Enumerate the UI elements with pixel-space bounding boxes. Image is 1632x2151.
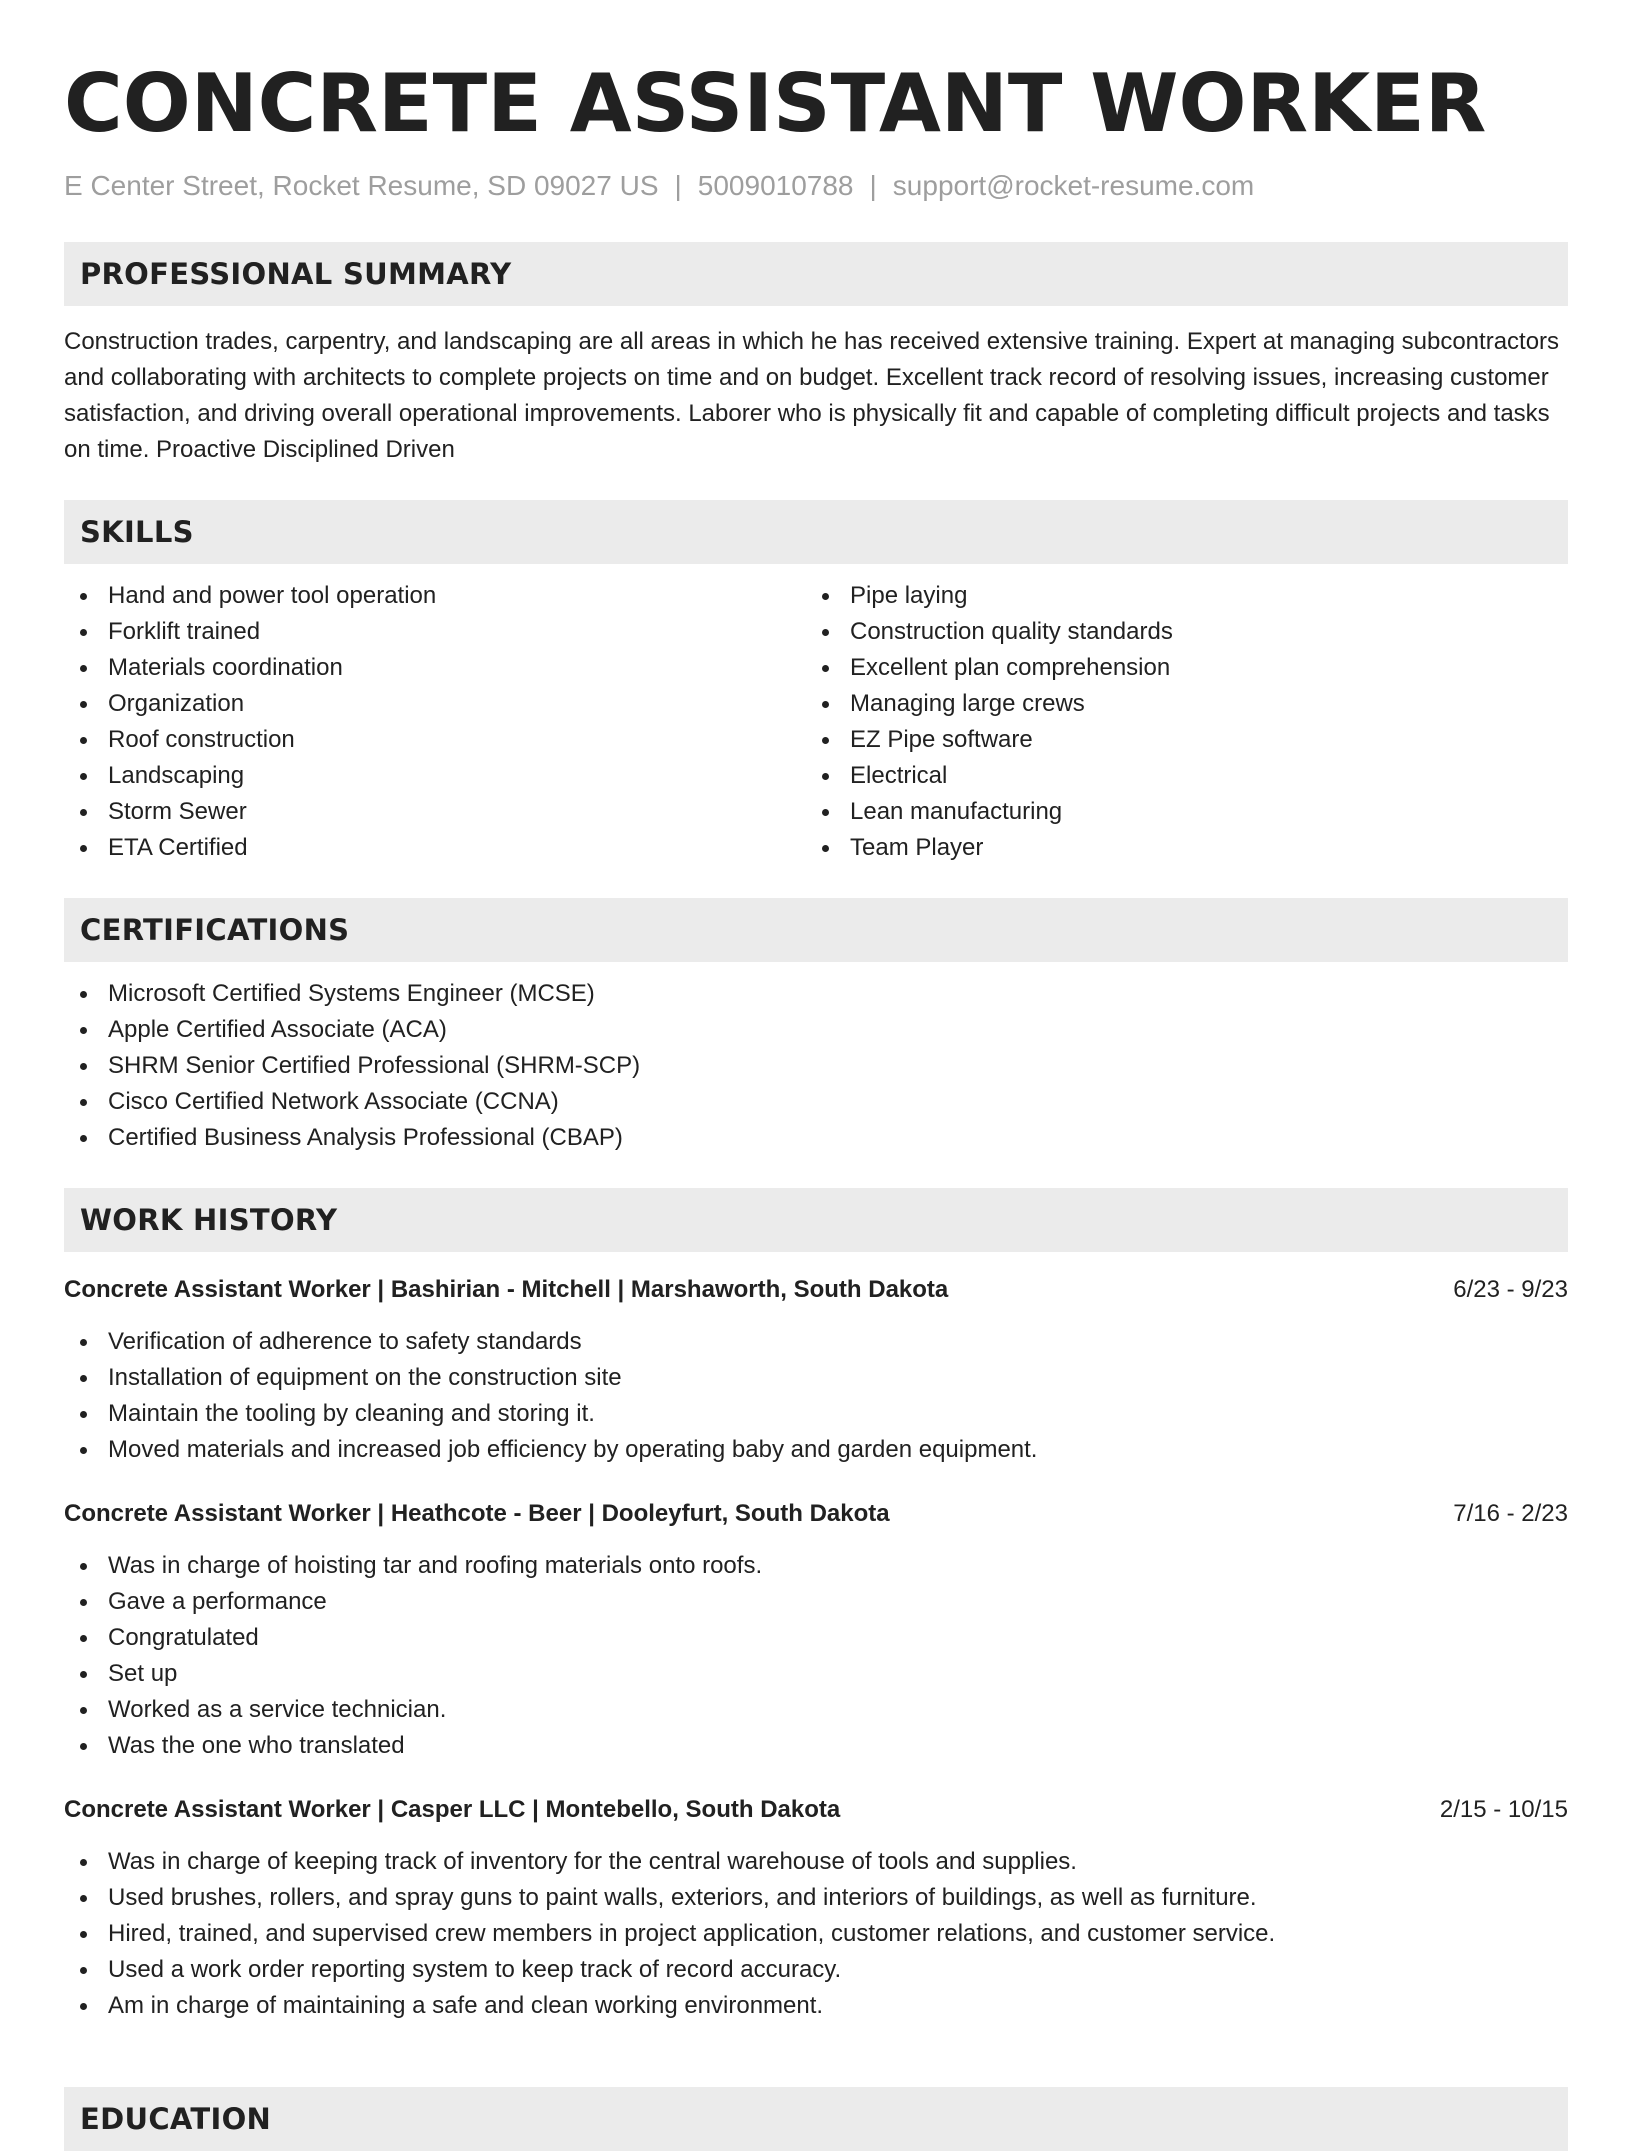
certifications-list	[64, 976, 1568, 1156]
job-header	[64, 1496, 1568, 1532]
certification-item: Apple Certified Associate (ACA)	[64, 1012, 1568, 1048]
work-history-section-header: WORK HISTORY	[64, 1188, 1568, 1252]
job-bullet: Used brushes, rollers, and spray guns to paint walls, exteriors, and interiors of buildings, as well as furniture.	[64, 1880, 1568, 1916]
certification-item: Cisco Certified Network Associate (CCNA)	[64, 1084, 1568, 1120]
job-heading: Concrete Assistant Worker | Bashirian - Mitchell | Marshaworth, South Dakota	[64, 1276, 949, 1303]
job-entry	[64, 1792, 1568, 2024]
job-bullet: Worked as a service technician.	[64, 1692, 1568, 1728]
skill-item: Hand and power tool operation	[64, 578, 806, 614]
contact-address: E Center Street, Rocket Resume, SD 09027 US	[64, 170, 659, 201]
skills-list-right	[806, 578, 1548, 866]
job-bullet: Was in charge of keeping track of inventory for the central warehouse of tools and supplies.	[64, 1844, 1568, 1880]
summary-text: Construction trades, carpentry, and landscaping are all areas in which he has received extensive training. Expert at managing subcontractors and collaborating with architects to complete projects on time and on budget. Excellent track record of resolving issues, increasing customer satisfaction, and driving overall operational improvements. Laborer who is physically fit and capable of completing difficult projects and tasks on time. Proactive Disciplined Driven	[64, 328, 1560, 463]
certification-item: Microsoft Certified Systems Engineer (MCSE)	[64, 976, 1568, 1012]
skill-item: Forklift trained	[64, 614, 806, 650]
skill-item: Team Player	[806, 830, 1548, 866]
job-bullet: Was in charge of hoisting tar and roofing materials onto roofs.	[64, 1548, 1568, 1584]
job-bullet: Hired, trained, and supervised crew members in project application, customer relations, and customer service.	[64, 1916, 1568, 1952]
skill-item: Excellent plan comprehension	[806, 650, 1548, 686]
education-section-header: EDUCATION	[64, 2087, 1568, 2151]
skill-item: Materials coordination	[64, 650, 806, 686]
skill-item: Managing large crews	[806, 686, 1548, 722]
job-bullet: Congratulated	[64, 1620, 1568, 1656]
job-bullet: Set up	[64, 1656, 1568, 1692]
job-dates: 2/15 - 10/15	[1439, 1796, 1568, 1823]
candidate-name: CONCRETE ASSISTANT WORKER	[64, 57, 1487, 150]
job-entry	[64, 1496, 1568, 1764]
skill-item: ETA Certified	[64, 830, 806, 866]
skill-item: EZ Pipe software	[806, 722, 1548, 758]
job-bullet: Verification of adherence to safety standards	[64, 1324, 1568, 1360]
job-dates: 7/16 - 2/23	[1453, 1500, 1568, 1527]
job-bullet: Installation of equipment on the construction site	[64, 1360, 1568, 1396]
job-bullet: Moved materials and increased job efficiency by operating baby and garden equipment.	[64, 1432, 1568, 1468]
job-bullet: Was the one who translated	[64, 1728, 1568, 1764]
contact-separator: |	[869, 170, 877, 201]
job-bullet: Am in charge of maintaining a safe and clean working environment.	[64, 1988, 1568, 2024]
summary-section-header: PROFESSIONAL SUMMARY	[64, 242, 1568, 306]
skill-item: Organization	[64, 686, 806, 722]
skill-item: Landscaping	[64, 758, 806, 794]
skill-item: Construction quality standards	[806, 614, 1548, 650]
job-header	[64, 1792, 1568, 1828]
job-bullets	[64, 1324, 1568, 1468]
contact-separator: |	[674, 170, 682, 201]
certifications-section-header: CERTIFICATIONS	[64, 898, 1568, 962]
job-bullet: Gave a performance	[64, 1584, 1568, 1620]
skill-item: Roof construction	[64, 722, 806, 758]
job-heading: Concrete Assistant Worker | Heathcote - Beer | Dooleyfurt, South Dakota	[64, 1500, 890, 1527]
job-bullet: Maintain the tooling by cleaning and storing it.	[64, 1396, 1568, 1432]
skill-item: Pipe laying	[806, 578, 1548, 614]
job-heading: Concrete Assistant Worker | Casper LLC | Montebello, South Dakota	[64, 1796, 841, 1823]
contact-line	[64, 168, 1568, 204]
skills-section-header: SKILLS	[64, 500, 1568, 564]
job-dates: 6/23 - 9/23	[1453, 1276, 1568, 1303]
job-header	[64, 1272, 1568, 1308]
contact-phone: 5009010788	[697, 170, 854, 201]
job-bullets	[64, 1548, 1568, 1764]
job-entry	[64, 1272, 1568, 1468]
job-bullet: Used a work order reporting system to keep track of record accuracy.	[64, 1952, 1568, 1988]
skills-columns	[64, 578, 1568, 866]
skills-list-left	[64, 578, 806, 866]
certification-item: Certified Business Analysis Professional (CBAP)	[64, 1120, 1568, 1156]
certification-item: SHRM Senior Certified Professional (SHRM-SCP)	[64, 1048, 1568, 1084]
job-bullets	[64, 1844, 1568, 2024]
skill-item: Electrical	[806, 758, 1548, 794]
skill-item: Storm Sewer	[64, 794, 806, 830]
skill-item: Lean manufacturing	[806, 794, 1548, 830]
contact-email: support@rocket-resume.com	[892, 170, 1255, 201]
